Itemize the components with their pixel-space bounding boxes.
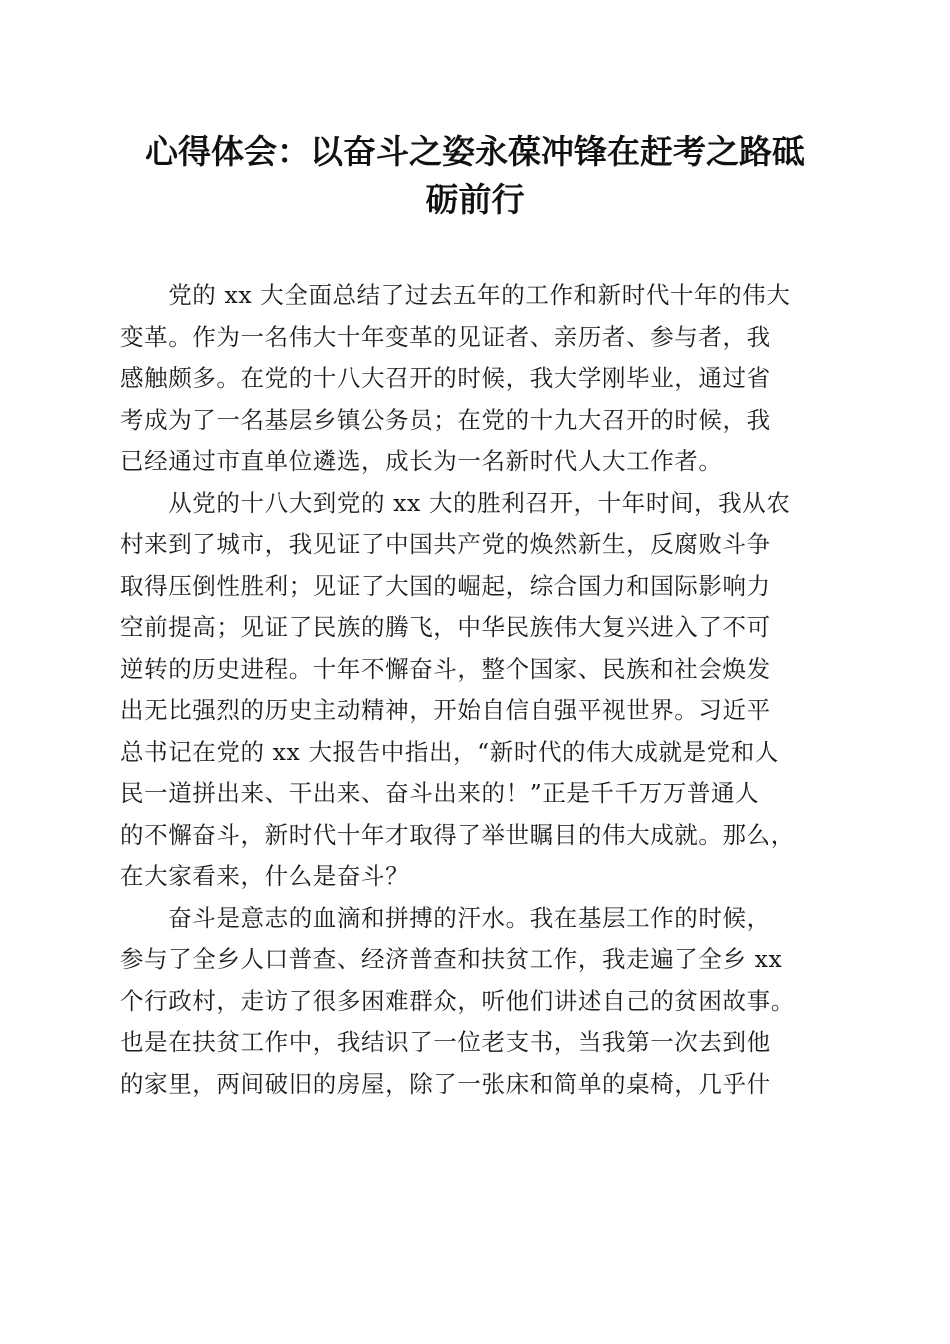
text-line: 个行政村，走访了很多困难群众，听他们讲述自己的贫困故事。: [120, 986, 795, 1015]
text-line: 取得压倒性胜利；见证了大国的崛起，综合国力和国际影响力: [120, 571, 771, 600]
text-line: 考成为了一名基层乡镇公务员；在党的十九大召开的时候，我: [120, 405, 771, 434]
text-line: 村来到了城市，我见证了中国共产党的焕然新生，反腐败斗争: [120, 530, 771, 558]
text-line: 感触颇多。在党的十八大召开的时候，我大学刚毕业，通过省: [120, 364, 771, 392]
text-line: 空前提高；见证了民族的腾飞，中华民族伟大复兴进入了不可: [120, 613, 771, 641]
title-line: 心得体会：以奋斗之姿永葆冲锋在赶考之路砥: [145, 132, 805, 171]
text-line: 出无比强烈的历史主动精神，开始自信自强平视世界。习近平: [120, 696, 771, 724]
text-line: 也是在扶贫工作中，我结识了一位老支书，当我第一次去到他: [120, 1028, 771, 1056]
paragraph-3: [120, 898, 840, 1106]
paragraph-1: [120, 275, 840, 483]
title-line: 砺前行: [425, 180, 525, 219]
paragraph-2: [120, 483, 840, 898]
text-line: 的不懈奋斗，新时代十年才取得了举世瞩目的伟大成就。那么，: [120, 820, 795, 849]
text-line: 民一道拼出来、干出来、奋斗出来的！”正是千千万万普通人: [120, 779, 760, 807]
text-line: 已经通过市直单位遴选，成长为一名新时代人大工作者。: [120, 447, 723, 475]
text-line: 党的 xx 大全面总结了过去五年的工作和新时代十年的伟大: [120, 281, 791, 309]
text-line: 的家里，两间破旧的房屋，除了一张床和简单的桌椅，几乎什: [120, 1069, 771, 1098]
text-line: 总书记在党的 xx 大报告中指出，“新时代的伟大成就是党和人: [120, 737, 779, 766]
document-title: [110, 128, 840, 224]
text-line: 逆转的历史进程。十年不懈奋斗，整个国家、民族和社会焕发: [120, 654, 771, 683]
text-line: 从党的十八大到党的 xx 大的胜利召开，十年时间，我从农: [120, 488, 791, 517]
text-line: 变革。作为一名伟大十年变革的见证者、亲历者、参与者，我: [120, 322, 771, 351]
text-line: 奋斗是意志的血滴和拼搏的汗水。我在基层工作的时候，: [120, 903, 771, 932]
document-body: [120, 275, 840, 1105]
text-line: 参与了全乡人口普查、经济普查和扶贫工作，我走遍了全乡 xx: [120, 945, 783, 973]
text-line: 在大家看来，什么是奋斗？: [120, 862, 410, 890]
